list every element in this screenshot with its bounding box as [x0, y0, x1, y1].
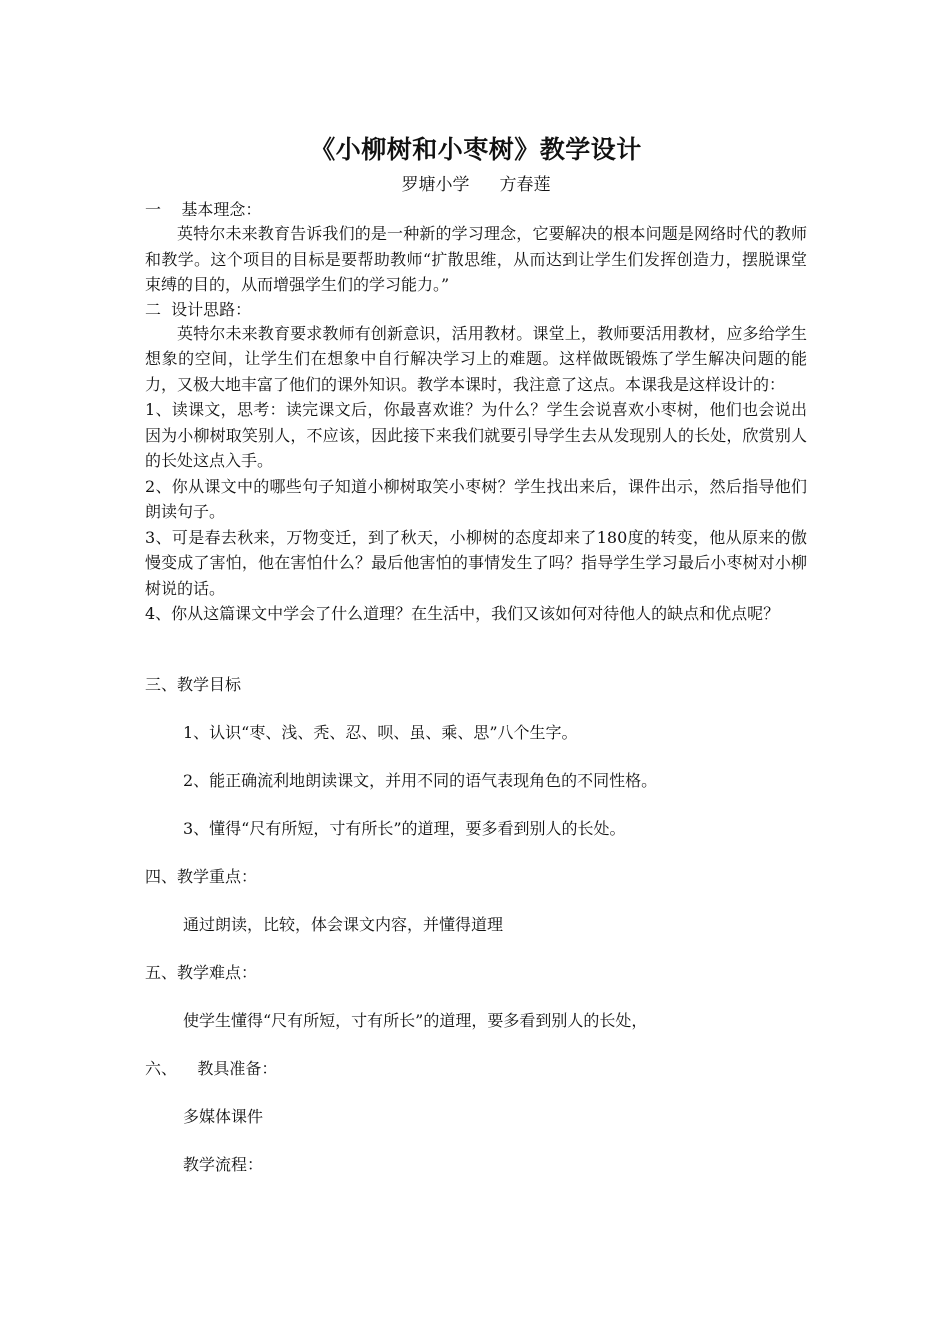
key-points-text: 通过朗读，比较，体会课文内容，并懂得道理 — [183, 914, 504, 934]
teaching-flow-label: 教学流程： — [183, 1154, 264, 1174]
author-name: 方春莲 — [499, 175, 551, 195]
teaching-aids-text: 多媒体课件 — [183, 1106, 264, 1126]
teaching-goal: 1、认识“枣、浅、秃、忍、呗、虽、乘、思”八个生字。 — [183, 722, 578, 742]
school-name: 罗塘小学 — [401, 175, 470, 195]
spacer — [145, 627, 807, 673]
section-4-heading: 四、教学重点： — [145, 866, 258, 886]
section-6-heading: 六、 教具准备： — [145, 1058, 278, 1078]
design-step: 2、你从课文中的哪些句子知道小柳树取笑小枣树？学生找出来后，课件出示，然后指导他们朗读句子。 — [145, 476, 807, 521]
byline — [145, 172, 807, 198]
design-step: 3、可是春去秋来，万物变迁，到了秋天，小柳树的态度却来了180度的转变，他从原来的傲慢变成了害怕，他在害怕什么？最后他害怕的事情发生了吗？指导学生学习最后小枣树对小柳树说的话。 — [145, 527, 807, 598]
design-step: 1、读课文，思考：读完课文后，你最喜欢谁？为什么？学生会说喜欢小枣树，他们也会说出因为小柳树取笑别人，不应该，因此接下来我们就要引导学生去从发现别人的长处，欣赏别人的长处这点入手。 — [145, 400, 807, 470]
teaching-goal: 3、懂得“尺有所短，寸有所长”的道理，要多看到别人的长处。 — [183, 818, 626, 838]
teaching-goal: 2、能正确流利地朗读课文，并用不同的语气表现角色的不同性格。 — [183, 770, 658, 790]
section-3-heading: 三、教学目标 — [145, 674, 242, 694]
section-1-paragraph: 英特尔未来教育告诉我们的是一种新的学习理念，它要解决的根本问题是网络时代的教师和教学。这个项目的目标是要帮助教师“扩散思维，从而达到让学生们发挥创造力，摆脱课堂束缚的目的，从而增强学生们的学习能力。” — [145, 224, 807, 294]
section-2-paragraph: 英特尔未来教育要求教师有创新意识，活用教材。课堂上，教师要活用教材，应多给学生想象的空间，让学生们在想象中自行解决学习上的难题。这样做既锻炼了学生解决问题的能力，又极大地丰富了他们的课外知识。教学本课时，我注意了这点。本课我是这样设计的： — [145, 323, 807, 394]
document-page — [145, 132, 807, 1177]
difficulties-text: 使学生懂得“尺有所短，寸有所长”的道理，要多看到别人的长处， — [183, 1010, 648, 1030]
document-title: 《小柳树和小枣树》教学设计 — [310, 135, 642, 164]
section-1-heading: 一 基本理念： — [145, 200, 262, 219]
section-5-heading: 五、教学难点： — [145, 962, 258, 982]
design-step: 4、你从这篇课文中学会了什么道理？在生活中，我们又该如何对待他人的缺点和优点呢？ — [145, 604, 780, 623]
section-2-heading: 二 设计思路： — [145, 299, 252, 319]
